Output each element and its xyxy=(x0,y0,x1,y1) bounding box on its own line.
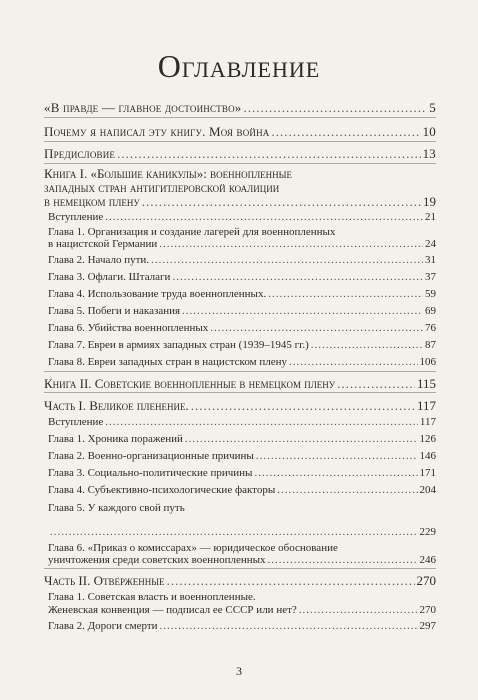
entry-title: Часть II. Отверженные xyxy=(44,573,165,588)
dot-leader xyxy=(160,620,418,632)
book1-line: западных стран антигитлеровской коалиции xyxy=(44,180,280,195)
toc-entry xyxy=(48,467,436,479)
entry-page: 246 xyxy=(419,554,436,566)
entry-title: Глава 6. Убийства военнопленных xyxy=(48,322,209,334)
entry-title: Глава 4. Субъективно-психологические факторы xyxy=(48,484,276,496)
entry-title: Глава 2. Дороги смерти xyxy=(48,620,158,632)
dot-leader xyxy=(210,322,423,334)
entry-title: Глава 5. У каждого свой путь xyxy=(48,502,185,514)
entry-title: «В правде — главное достоинство» xyxy=(44,100,242,115)
divider xyxy=(44,141,436,142)
entry-page: 59 xyxy=(425,288,436,300)
toc-entry xyxy=(48,620,436,632)
toc-entry xyxy=(48,554,436,566)
entry-title: Глава 8. Евреи западных стран в нацистском плену xyxy=(48,356,287,368)
dot-leader xyxy=(243,100,427,116)
toc-entry xyxy=(48,433,436,445)
entry-page: 13 xyxy=(422,146,436,161)
entry-page: 126 xyxy=(419,433,436,445)
entry-title: Глава 1. Хроника поражений xyxy=(48,433,183,445)
entry-title: уничтожения среди советских военнопленных xyxy=(48,554,266,566)
entry-page: 19 xyxy=(423,194,436,209)
entry-title: Глава 6. «Приказ о комиссарах» — юридическое обоснование xyxy=(48,542,338,554)
divider xyxy=(44,392,436,393)
entry-title: Глава 4. Использование труда военнопленных. xyxy=(48,288,267,300)
entry-page: 31 xyxy=(425,254,436,266)
entry-page: 69 xyxy=(425,305,436,317)
toc-entry xyxy=(48,254,436,266)
book1-entry xyxy=(44,194,436,210)
divider xyxy=(44,163,436,164)
dot-leader xyxy=(337,376,415,392)
entry-page: 76 xyxy=(425,322,436,334)
entry-title: Книга II. Советские военнопленные в немецком плену xyxy=(44,376,336,391)
toc-entry xyxy=(48,271,436,283)
entry-title: Глава 3. Социально-политические причины xyxy=(48,467,253,479)
entry-title: Глава 1. Советская власть и военнопленные. xyxy=(48,591,256,603)
page-title: Оглавление xyxy=(157,48,321,84)
dot-leader xyxy=(117,146,420,162)
entry-title: Глава 2. Начало пути. xyxy=(48,254,150,266)
toc-entry xyxy=(48,238,436,250)
toc-entry xyxy=(48,416,436,428)
entry-title: в нацистской Германии xyxy=(48,238,158,250)
page-number: 3 xyxy=(236,664,242,678)
dot-leader xyxy=(311,339,423,351)
entry-title: Вступление xyxy=(48,211,104,223)
entry-page: 270 xyxy=(416,573,436,588)
book1-line: Книга I. «Большие каникулы»: военнопленные xyxy=(44,166,293,181)
divider xyxy=(44,117,436,118)
toc-entry xyxy=(48,356,436,368)
book2-entry xyxy=(44,376,436,392)
entry-page: 115 xyxy=(416,376,436,391)
entry-title: Вступление xyxy=(48,416,104,428)
entry-title: в немецком плену xyxy=(44,194,140,209)
toc-entry xyxy=(48,288,436,300)
dot-leader xyxy=(256,450,418,462)
dot-leader xyxy=(191,398,415,414)
toc-entry xyxy=(48,339,436,351)
toc-entry xyxy=(48,450,436,462)
toc-entry xyxy=(48,211,436,223)
dot-leader xyxy=(105,416,418,428)
dot-leader xyxy=(142,194,421,210)
entry-title: Предисловие xyxy=(44,146,116,161)
entry-page: 171 xyxy=(419,467,436,479)
dot-leader xyxy=(299,604,418,616)
toc-entry xyxy=(48,322,436,334)
entry-page: 24 xyxy=(425,238,436,250)
dot-leader xyxy=(172,271,423,283)
dot-leader xyxy=(185,433,418,445)
entry-title: Часть I. Великое пленение. xyxy=(44,398,189,413)
entry-title: Глава 2. Военно-организационные причины xyxy=(48,450,254,462)
part1-entry xyxy=(44,398,436,414)
toc-entry xyxy=(44,100,436,116)
toc-entry xyxy=(48,305,436,317)
entry-title: Глава 1. Организация и создание лагерей для военнопленных xyxy=(48,226,336,238)
entry-title: Глава 3. Офлаги. Шталаги xyxy=(48,271,171,283)
dot-leader xyxy=(167,573,415,589)
entry-page: 146 xyxy=(419,450,436,462)
entry-page: 117 xyxy=(416,398,436,413)
dot-leader xyxy=(272,124,421,140)
entry-page: 229 xyxy=(419,526,436,538)
dot-leader xyxy=(105,211,423,223)
entry-page: 10 xyxy=(422,124,436,139)
toc-entry xyxy=(44,124,436,140)
entry-title: Почему я написал эту книгу. Моя война xyxy=(44,124,270,139)
entry-title: Глава 5. Побеги и наказания xyxy=(48,305,181,317)
part2-entry xyxy=(44,573,436,589)
entry-page: 106 xyxy=(419,356,436,368)
divider xyxy=(44,371,436,372)
entry-page: 270 xyxy=(419,604,436,616)
toc-entry xyxy=(48,484,436,496)
dot-leader xyxy=(151,254,423,266)
entry-page: 204 xyxy=(419,484,436,496)
dot-leader xyxy=(159,238,423,250)
entry-title: Глава 7. Евреи в армиях западных стран (1939–1945 гг.) xyxy=(48,339,309,351)
entry-page: 21 xyxy=(425,211,436,223)
entry-page: 37 xyxy=(425,271,436,283)
dot-leader xyxy=(254,467,417,479)
dot-leader xyxy=(182,305,423,317)
entry-page: 117 xyxy=(419,416,436,428)
entry-page: 297 xyxy=(419,620,436,632)
entry-title: Женевская конвенция — подписал ее СССР или нет? xyxy=(48,604,297,616)
toc-entry xyxy=(44,146,436,162)
dot-leader xyxy=(268,288,423,300)
entry-page: 87 xyxy=(425,339,436,351)
dot-leader xyxy=(277,484,417,496)
toc-entry xyxy=(48,526,436,538)
dot-leader xyxy=(268,554,418,566)
dot-leader xyxy=(50,526,418,538)
toc-entry xyxy=(48,604,436,616)
entry-page: 5 xyxy=(429,100,436,115)
dot-leader xyxy=(289,356,418,368)
divider xyxy=(44,568,436,569)
